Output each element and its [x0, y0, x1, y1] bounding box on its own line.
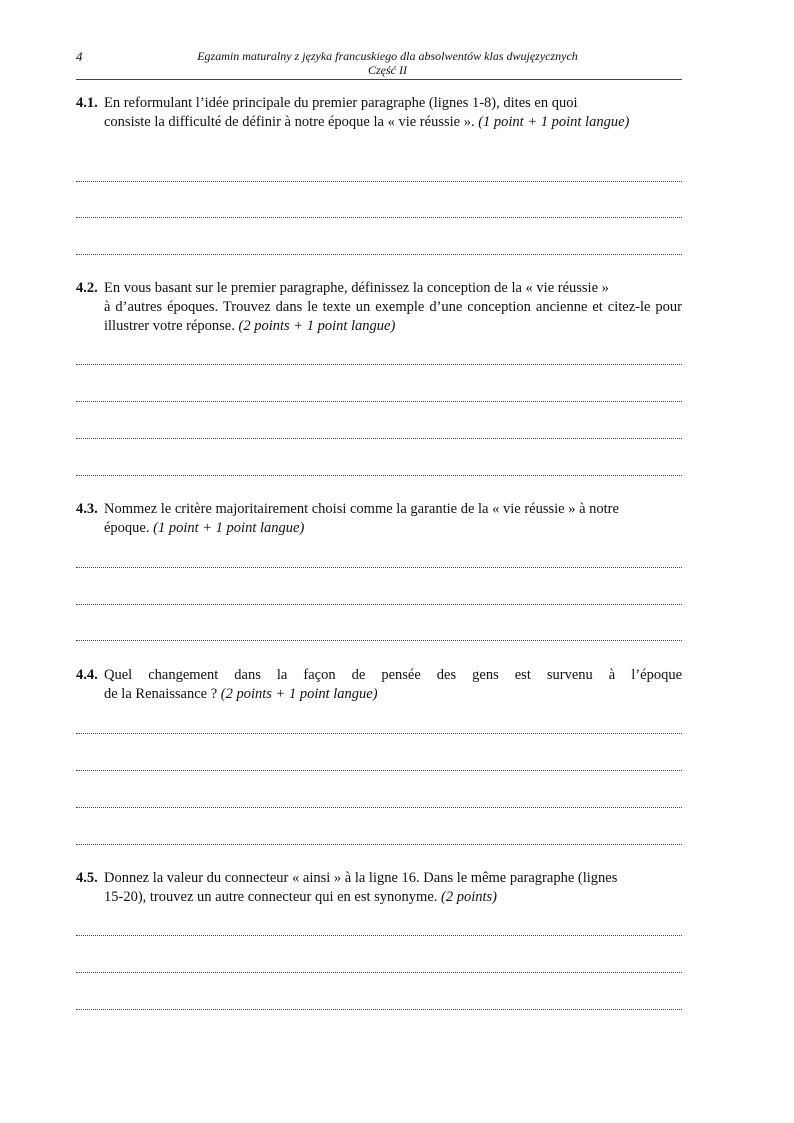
answer-line[interactable] — [76, 438, 682, 439]
answer-line[interactable] — [76, 640, 682, 641]
answer-line[interactable] — [76, 254, 682, 255]
question-4-4 — [76, 666, 682, 704]
exam-title: Egzamin maturalny z języka francuskiego dla absolwentów klas dwujęzycznych — [197, 49, 578, 63]
answer-line[interactable] — [76, 364, 682, 365]
question-4-2 — [76, 279, 682, 336]
answer-line[interactable] — [76, 733, 682, 734]
question-text: à d’autres époques. Trouvez dans le texte un exemple d’une conception ancienne et citez-le pour illustrer votre réponse. — [104, 299, 682, 334]
question-text: époque. — [104, 520, 150, 536]
answer-line[interactable] — [76, 972, 682, 973]
question-points: (1 point + 1 point langue) — [153, 520, 305, 536]
question-4-1 — [76, 94, 682, 132]
question-number: 4.3. — [76, 501, 98, 517]
question-4-3 — [76, 500, 682, 538]
question-points: (2 points + 1 point langue) — [238, 318, 396, 334]
question-text-line1: En reformulant l’idée principale du premier paragraphe (lignes 1-8), dites en quoi — [104, 95, 578, 111]
question-text-line1: En vous basant sur le premier paragraphe, définissez la conception de la « vie réussie » — [104, 280, 609, 296]
answer-line[interactable] — [76, 217, 682, 218]
question-number: 4.1. — [76, 95, 98, 111]
answer-line[interactable] — [76, 475, 682, 476]
question-points: (2 points + 1 point langue) — [220, 686, 378, 702]
answer-line[interactable] — [76, 604, 682, 605]
page-header — [130, 49, 645, 77]
question-text: 15-20), trouvez un autre connecteur qui en est synonyme. — [104, 889, 438, 905]
answer-line[interactable] — [76, 844, 682, 845]
question-points: (2 points) — [441, 889, 498, 905]
question-number: 4.2. — [76, 280, 98, 296]
header-rule — [76, 79, 682, 80]
answer-line[interactable] — [76, 181, 682, 182]
question-text-line1: Donnez la valeur du connecteur « ainsi » à la ligne 16. Dans le même paragraphe (lignes — [104, 870, 618, 886]
answer-line[interactable] — [76, 401, 682, 402]
answer-line[interactable] — [76, 935, 682, 936]
answer-line[interactable] — [76, 807, 682, 808]
answer-line[interactable] — [76, 1009, 682, 1010]
question-text: consiste la difficulté de définir à notre époque la « vie réussie ». — [104, 114, 475, 130]
question-number: 4.4. — [76, 667, 98, 683]
question-points: (1 point + 1 point langue) — [478, 114, 630, 130]
question-text-line1: Nommez le critère majoritairement choisi comme la garantie de la « vie réussie » à notre — [104, 501, 619, 517]
question-4-5 — [76, 869, 682, 907]
question-text-line1: Quel changement dans la façon de pensée des gens est survenu à l’époque — [104, 667, 682, 683]
answer-line[interactable] — [76, 567, 682, 568]
question-text: de la Renaissance ? — [104, 686, 218, 702]
exam-part: Część II — [368, 63, 407, 77]
question-number: 4.5. — [76, 870, 98, 886]
answer-line[interactable] — [76, 770, 682, 771]
page-number: 4 — [76, 49, 83, 64]
